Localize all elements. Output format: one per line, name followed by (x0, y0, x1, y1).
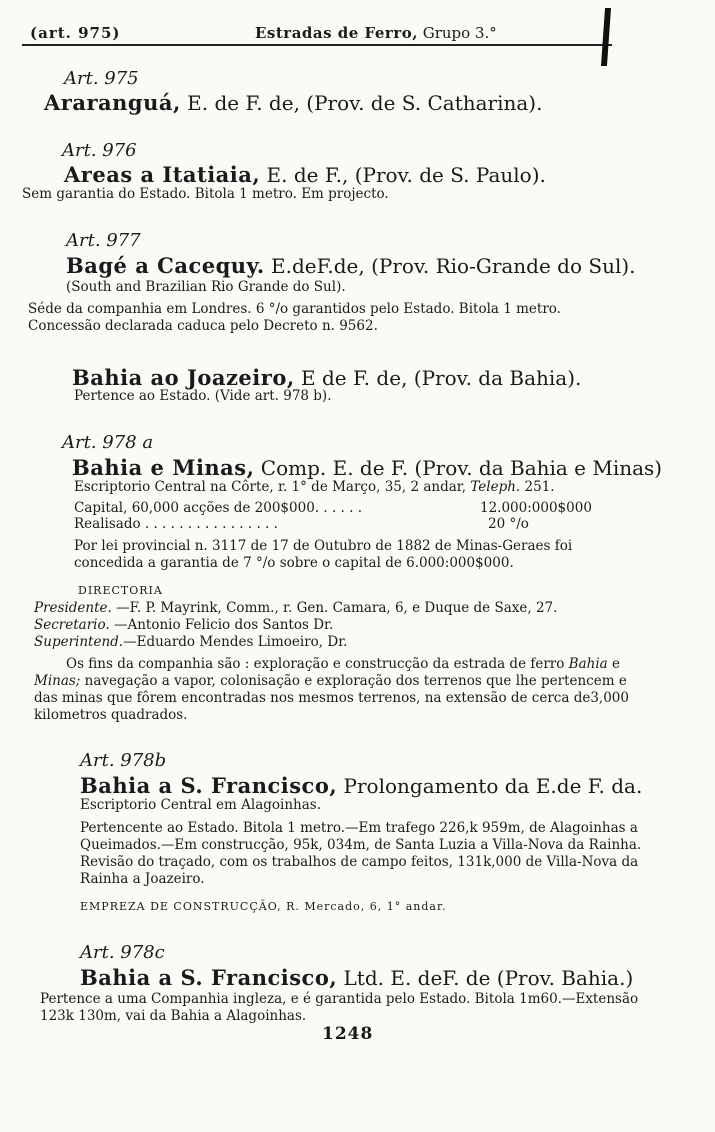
role-label: Presidente. (34, 600, 112, 616)
entry-text (34, 673, 627, 689)
role-name: —F. P. Mayrink, Comm., r. Gen. Camara, 6, e Duque de Saxe, 27. (111, 600, 558, 616)
entry-text (74, 479, 555, 495)
entry-text: Revisão do traçado, com os trabalhos de campo feitos, 131k,000 de Villa-Nova da (80, 854, 639, 870)
header-bold: Estradas de Ferro, (255, 24, 418, 42)
entry-text: concedida a garantia de 7 °/o sobre o capital de 6.000:000$000. (74, 555, 514, 571)
entry-desc: E de F. de, (Prov. da Bahia). (294, 366, 582, 390)
text-part: Os fins da companhia são : exploração e construcção da estrada de ferro (66, 656, 569, 672)
header-group: Grupo 3.° (417, 24, 497, 42)
entry-text: Queimados.—Em construcção, 95k, 034m, de Santa Luzia a Villa-Nova da Rainha. (80, 837, 642, 853)
header-article-ref: (art. 975) (30, 24, 121, 42)
text-part: Teleph. (470, 479, 521, 495)
entry-desc: E. de F. de, (Prov. de S. Catharina). (180, 91, 543, 115)
article-number: Art. 978 a (62, 432, 154, 453)
entry-name: Araranguá, (44, 90, 181, 115)
entry-title (66, 253, 636, 278)
entry-title (80, 965, 633, 990)
directoria-line (34, 634, 347, 650)
directoria-heading: DIRECTORIA (78, 584, 163, 597)
entry-name: Bahia a S. Francisco, (80, 965, 338, 990)
role-label: Secretario. (34, 617, 110, 633)
page-number: 1248 (322, 1024, 374, 1044)
text-part: Escriptorio Central na Côrte, r. 1° de Março, 35, 2 andar, (74, 479, 471, 495)
entry-name: Bagé a Cacequy. (66, 253, 265, 278)
entry-text: das minas que fôrem encontradas nos mesmos terrenos, na extensão de cerca de3,000 (34, 690, 629, 706)
article-number: Art. 978b (80, 750, 167, 771)
entry-title (72, 455, 662, 480)
text-part: Minas; (34, 673, 81, 689)
entry-desc: Prolongamento da E.de F. da. (337, 774, 643, 798)
article-number: Art. 978c (80, 942, 165, 963)
realisado-value: 20 °/o (488, 516, 529, 532)
text-part: navegação a vapor, colonisação e exploração dos terrenos que lhe pertencem e (80, 673, 627, 689)
entry-text: Séde da companhia em Londres. 6 °/o garantidos pelo Estado. Bitola 1 metro. (28, 301, 561, 317)
entry-title (72, 365, 581, 390)
entry-desc: Ltd. E. deF. de (Prov. Bahia.) (337, 966, 634, 990)
directoria-line (34, 617, 333, 633)
header-section-title (255, 24, 497, 42)
role-name: —Eduardo Mendes Limoeiro, Dr. (123, 634, 348, 650)
entry-title (44, 90, 542, 115)
entry-text: kilometros quadrados. (34, 707, 188, 723)
entry-desc: Comp. E. de F. (Prov. da Bahia e Minas) (254, 456, 663, 480)
entry-title (80, 773, 642, 798)
realisado-label: Realisado . . . . . . . . . . . . . . . . (74, 516, 278, 532)
entry-text: Sem garantia do Estado. Bitola 1 metro. Em projecto. (22, 186, 389, 202)
article-number: Art. 976 (62, 140, 137, 161)
article-number: Art. 977 (66, 230, 141, 251)
directoria-line (34, 600, 557, 616)
empreza-line: EMPREZA DE CONSTRUCÇÃO, R. Mercado, 6, 1° andar. (80, 900, 447, 913)
entry-text: (South and Brazilian Rio Grande do Sul). (66, 279, 346, 295)
capital-label: Capital, 60,000 acções de 200$000. . . . . . (74, 500, 362, 516)
entry-name: Areas a Itatiaia, (64, 162, 261, 187)
entry-text: Por lei provincial n. 3117 de 17 de Outubro de 1882 de Minas-Geraes foi (74, 538, 573, 554)
entry-text: Concessão declarada caduca pelo Decreto n. 9562. (28, 318, 378, 334)
entry-title (64, 162, 546, 187)
entry-desc: E. de F., (Prov. de S. Paulo). (260, 163, 546, 187)
capital-value: 12.000:000$000 (480, 500, 592, 516)
entry-text: Pertence ao Estado. (Vide art. 978 b). (74, 388, 332, 404)
text-part: Bahia (568, 656, 608, 672)
entry-name: Bahia e Minas, (72, 455, 255, 480)
role-label: Superintend. (34, 634, 124, 650)
role-name: —Antonio Felicio dos Santos Dr. (109, 617, 334, 633)
entry-text (66, 656, 620, 672)
text-part: e (607, 656, 620, 672)
entry-text: Rainha a Joazeiro. (80, 871, 205, 887)
entry-text: Pertence a uma Companhia ingleza, e é garantida pelo Estado. Bitola 1m60.—Extensão (40, 991, 639, 1007)
text-part: 251. (520, 479, 555, 495)
entry-name: Bahia a S. Francisco, (80, 773, 338, 798)
article-number: Art. 975 (64, 68, 139, 89)
entry-text: 123k 130m, vai da Bahia a Alagoinhas. (40, 1008, 307, 1024)
entry-text: Escriptorio Central em Alagoinhas. (80, 797, 321, 813)
entry-name: Bahia ao Joazeiro, (72, 365, 295, 390)
entry-text: Pertencente ao Estado. Bitola 1 metro.—Em trafego 226,k 959m, de Alagoinhas a (80, 820, 638, 836)
header-rule (22, 44, 612, 46)
entry-desc: E.deF.de, (Prov. Rio-Grande do Sul). (264, 254, 636, 278)
